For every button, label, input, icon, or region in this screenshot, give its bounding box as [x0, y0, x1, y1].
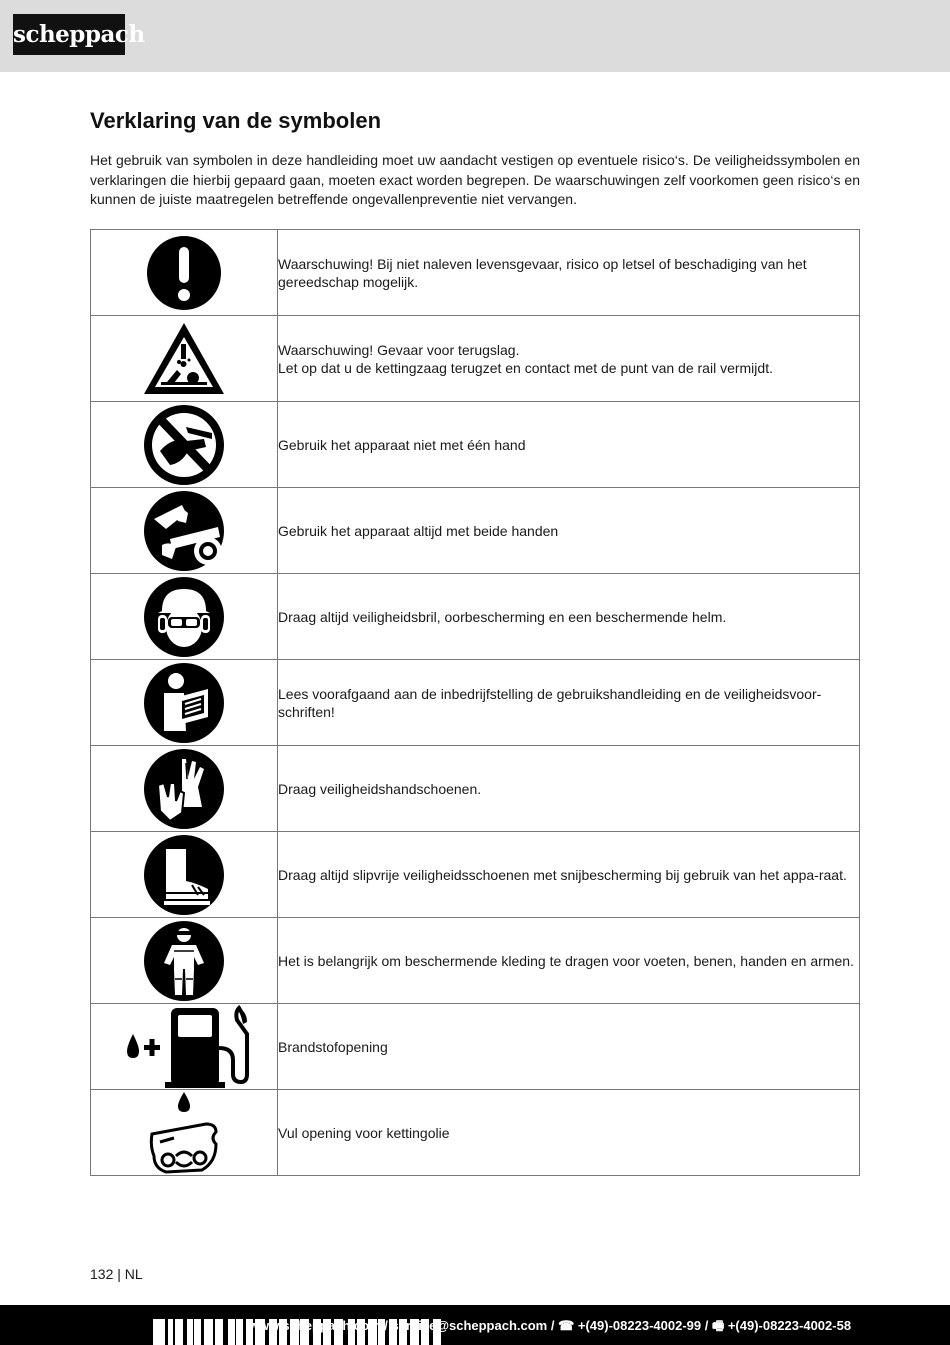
symbol-description	[278, 488, 860, 574]
symbol-description-line: Het is belangrijk om beschermende kleding te dragen voor voeten, benen, handen en armen.	[278, 952, 854, 969]
header-band	[0, 0, 950, 72]
symbol-description	[278, 402, 860, 488]
head-protection-icon	[91, 574, 278, 660]
protective-clothing-icon	[91, 918, 278, 1004]
scheppach-logo: scheppach	[13, 14, 125, 55]
symbol-description	[278, 746, 860, 832]
page-title: Verklaring van de symbolen	[90, 108, 382, 133]
kickback-warning-icon	[91, 316, 278, 402]
symbol-description	[278, 574, 860, 660]
page-number: 132 | NL	[90, 1266, 143, 1282]
symbol-row	[91, 1090, 860, 1176]
symbol-description	[278, 316, 860, 402]
symbol-row	[91, 918, 860, 1004]
symbol-description-line: Waarschuwing! Bij niet naleven levensgevaar, risico op letsel of beschadiging van het gereedschap mogelijk.	[278, 255, 807, 290]
footer-contact: www.scheppach.com / service@scheppach.com / ☎ +(49)-08223-4002-99 / 🖷 +(49)-08223-4002-58	[248, 1318, 852, 1333]
symbol-row	[91, 488, 860, 574]
symbol-row	[91, 230, 860, 316]
two-hands-icon	[91, 488, 278, 574]
fuel-filler-icon	[91, 1004, 278, 1090]
read-manual-icon	[91, 660, 278, 746]
gloves-icon	[91, 746, 278, 832]
symbol-description-line: Let op dat u de kettingzaag terugzet en contact met de punt van de rail vermijdt.	[278, 359, 773, 376]
symbol-description-line: Vul opening voor kettingolie	[278, 1124, 450, 1141]
symbol-description-line: Lees voorafgaand aan de inbedrijfstelling de gebruikshandleiding en de veiligheidsvoor-schriften!	[278, 685, 822, 720]
chain-oil-icon	[91, 1090, 278, 1176]
symbol-description-line: Draag veiligheidshandschoenen.	[278, 780, 482, 797]
safety-boots-icon	[91, 832, 278, 918]
symbol-description-line: Gebruik het apparaat altijd met beide handen	[278, 522, 559, 539]
symbol-description	[278, 1090, 860, 1176]
symbol-description	[278, 918, 860, 1004]
symbol-description	[278, 1004, 860, 1090]
symbol-description	[278, 230, 860, 316]
symbol-description-line: Waarschuwing! Gevaar voor terugslag.	[278, 341, 520, 358]
symbol-row	[91, 660, 860, 746]
symbol-row	[91, 574, 860, 660]
symbol-row	[91, 832, 860, 918]
symbol-row	[91, 316, 860, 402]
symbol-row	[91, 1004, 860, 1090]
symbol-row	[91, 746, 860, 832]
symbols-table	[90, 229, 860, 1176]
symbol-description-line: Gebruik het apparaat niet met één hand	[278, 436, 526, 453]
symbol-description-line: Brandstofopening	[278, 1038, 388, 1055]
intro-paragraph: Het gebruik van symbolen in deze handleiding moet uw aandacht vestigen op eventuele risico‘s. De veiligheidssymbolen en verklaringen die hierbij gepaard gaan, moeten exact worden begrepen. De waarschuwingen zelf voorkomen geen risico‘s en kunnen de juiste maatregelen betreffende ongevallenpreventie niet vervangen.	[90, 152, 860, 207]
no-one-hand-icon	[91, 402, 278, 488]
symbol-description	[278, 660, 860, 746]
symbol-description-line: Draag altijd veiligheidsbril, oorbescherming en een beschermende helm.	[278, 608, 727, 625]
symbol-description-line: Draag altijd slipvrije veiligheidsschoenen met snijbescherming bij gebruik van het appa-raat.	[278, 866, 847, 883]
symbol-description	[278, 832, 860, 918]
warning-exclamation-icon	[91, 230, 278, 316]
symbol-row	[91, 402, 860, 488]
